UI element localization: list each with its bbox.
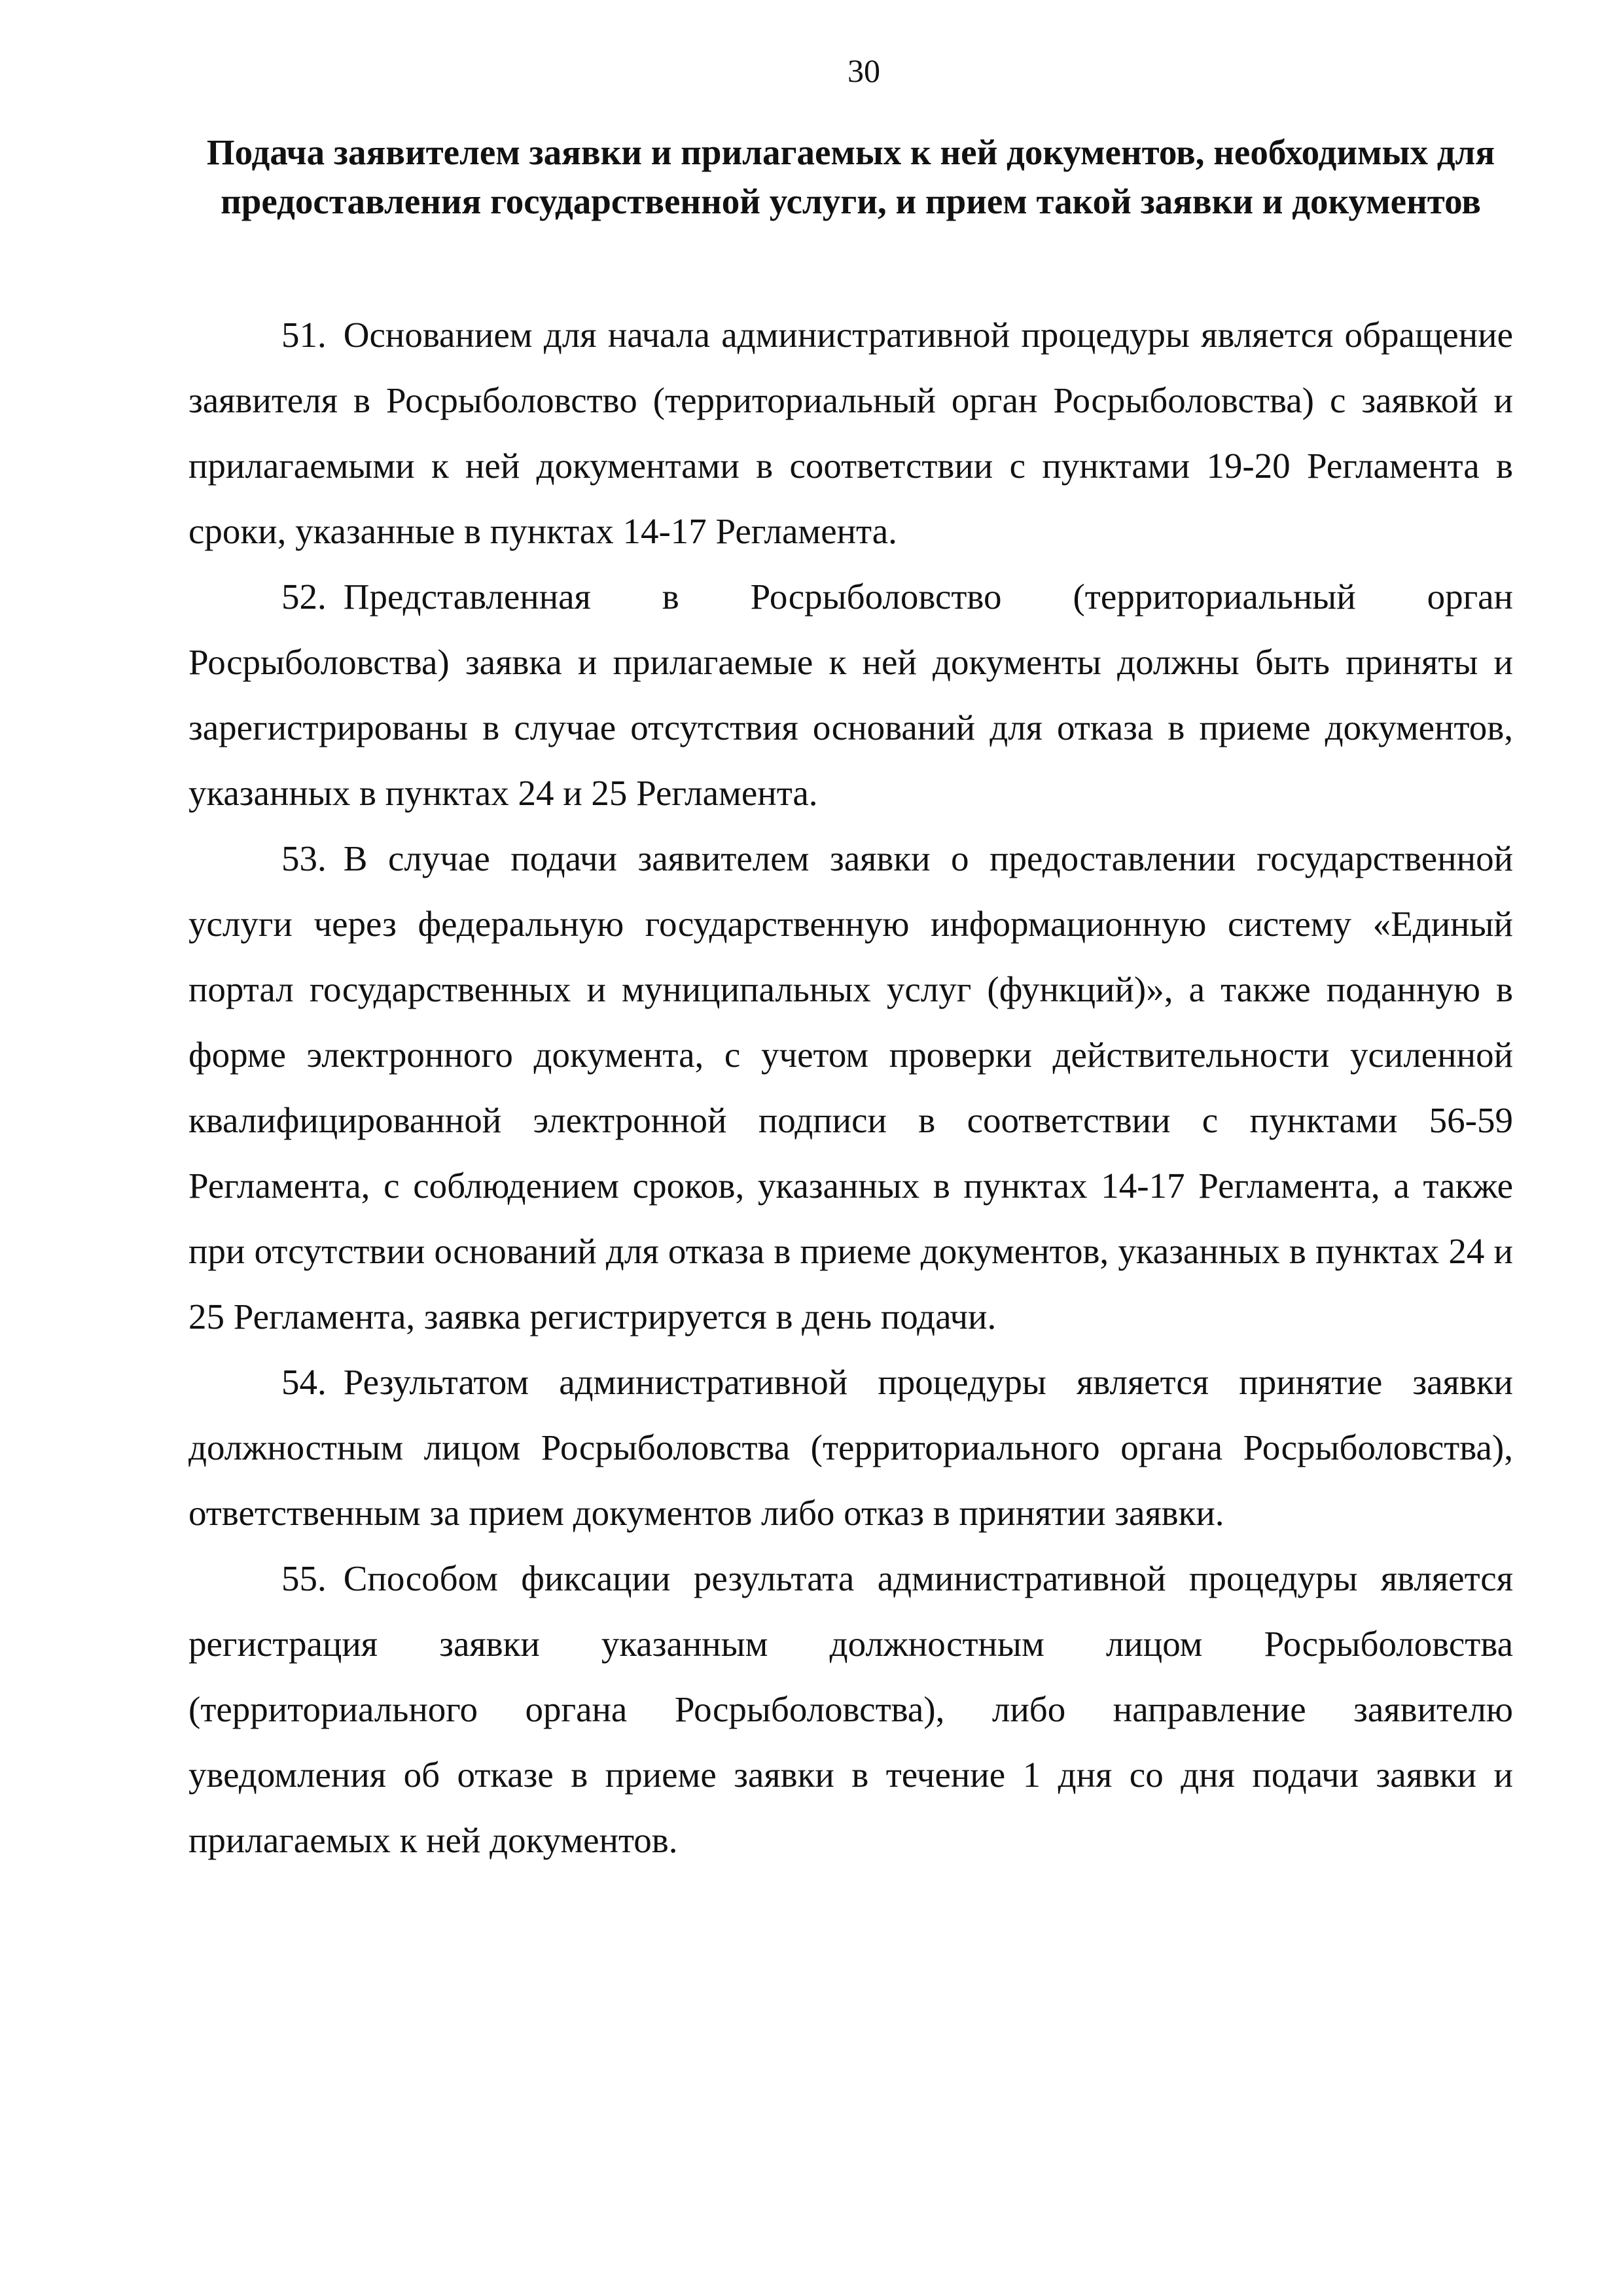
paragraph-text: Представленная в Росрыболовство (территориальный орган Росрыболовства) заявка и прилагаемые к ней документы должны быть приняты и зарегистрированы в случае отсутствия оснований для отказа в приеме документов, указанных в пунктах 24 и 25 Регламента.	[188, 577, 1513, 813]
paragraph-text: Способом фиксации результата административной процедуры является регистрация заявки указанным должностным лицом Росрыболовства (территориального органа Росрыболовства), либо направление заявителю уведомления об отказе в приеме заявки в течение 1 дня со дня подачи заявки и прилагаемых к ней документов.	[188, 1558, 1513, 1860]
paragraph-number: 53.	[281, 838, 327, 878]
document-body	[188, 302, 1513, 1873]
page-number: 30	[847, 52, 880, 89]
paragraph-text: Результатом административной процедуры является принятие заявки должностным лицом Росрыболовства (территориального органа Росрыболовства), ответственным за прием документов либо отказ в принятии заявки.	[188, 1362, 1513, 1533]
section-heading: Подача заявителем заявки и прилагаемых к ней документов, необходимых для предоставления государственной услуги, и прием такой заявки и документов	[206, 132, 1495, 221]
paragraph-number: 54.	[281, 1362, 327, 1402]
paragraph-53	[188, 826, 1513, 1350]
paragraph-number: 55.	[281, 1558, 327, 1598]
paragraph-54	[188, 1350, 1513, 1546]
paragraph-text: Основанием для начала административной процедуры является обращение заявителя в Росрыболовство (территориальный орган Росрыболовства) с заявкой и прилагаемыми к ней документами в соответствии с пунктами 19-20 Регламента в сроки, указанные в пунктах 14-17 Регламента.	[188, 315, 1513, 551]
paragraph-55	[188, 1546, 1513, 1873]
paragraph-text: В случае подачи заявителем заявки о предоставлении государственной услуги через федеральную государственную информационную систему «Единый портал государственных и муниципальных услуг (функций)», а также поданную в форме электронного документа, с учетом проверки действительности усиленной квалифицированной электронной подписи в соответствии с пунктами 56-59 Регламента, с соблюдением сроков, указанных в пунктах 14-17 Регламента, а также при отсутствии оснований для отказа в приеме документов, указанных в пунктах 24 и 25 Регламента, заявка регистрируется в день подачи.	[188, 838, 1513, 1336]
paragraph-52	[188, 564, 1513, 826]
paragraph-51	[188, 302, 1513, 564]
paragraph-number: 51.	[281, 315, 327, 355]
paragraph-number: 52.	[281, 577, 327, 617]
